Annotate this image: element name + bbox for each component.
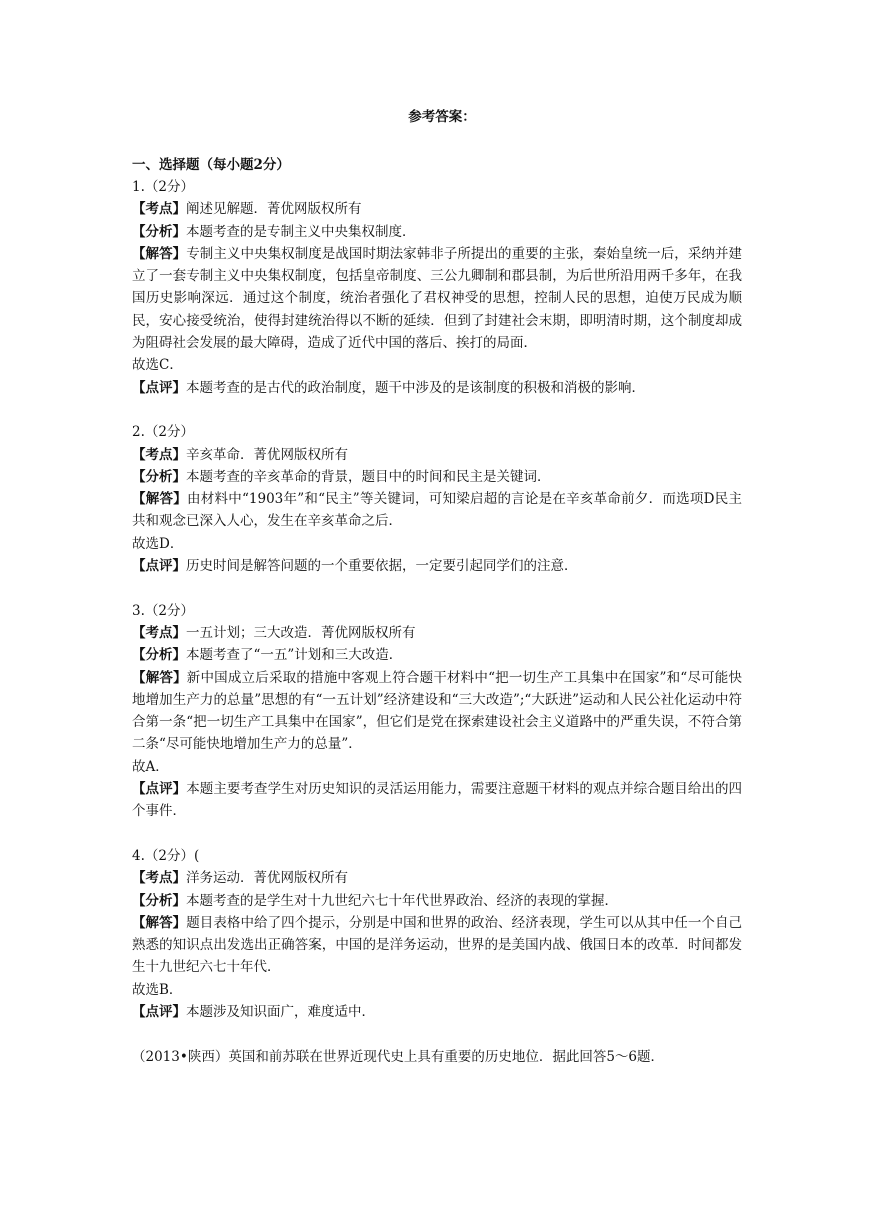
kaodian-tag: 【考点】	[132, 201, 186, 218]
jieda-text: 专制主义中央集权制度是战国时期法家韩非子所提出的重要的主张，秦始皇统一后，采纳并建立了一套专制主义中央集权制度，包括皇帝制度、三公九卿制和郡县制，为后世所沿用两千多年，在我国历史影响深远．通过这个制度，统治者强化了君权神受的思想，控制人民的思想，迫使万民成为顺民，安心接受统治，使得封建统治得以不断的延续．但到了封建社会末期，即明清时期，这个制度却成为阻碍社会发展的最大障碍，造成了近代中国的落后、挨打的局面．	[132, 245, 743, 352]
question-3	[132, 600, 742, 823]
jieda-text: 新中国成立后采取的措施中客观上符合题干材料中“把一切生产工具集中在国家”和“尽可能快地增加生产力的总量”思想的有“一五计划”经济建设和“三大改造”;“大跃进”运动和人民公社化运动中符合第一条“把一切生产工具集中在国家”，但它们是党在探索建设社会主义道路中的严重失误，不符合第二条“尽可能快地增加生产力的总量”．	[132, 669, 742, 753]
answer-line: 故A．	[132, 758, 169, 775]
answer-line: 故选C．	[132, 357, 183, 374]
fenxi-text: 本题考查的是专制主义中央集权制度．	[186, 223, 416, 240]
spacer	[132, 399, 742, 421]
question-header: 4.（2分）(	[132, 847, 200, 864]
question-header: 3.（2分）	[132, 602, 194, 619]
kaodian-tag: 【考点】	[132, 446, 186, 463]
fenxi-text: 本题考查了“一五”计划和三大改造．	[186, 647, 403, 664]
question-1	[132, 176, 742, 399]
dianping-text: 本题主要考查学生对历史知识的灵活运用能力，需要注意题干材料的观点并综合题目给出的四个事件．	[132, 781, 743, 820]
fenxi-tag: 【分析】	[132, 223, 186, 240]
page-title: 参考答案：	[408, 109, 476, 125]
question-header: 1.（2分）	[132, 179, 194, 195]
kaodian-text: 一五计划；三大改造．菁优网版权所有	[186, 624, 416, 641]
answer-line: 故选D．	[132, 535, 184, 552]
kaodian-tag: 【考点】	[132, 870, 186, 887]
spacer	[132, 823, 742, 845]
kaodian-tag: 【考点】	[132, 624, 186, 641]
fenxi-line	[132, 466, 742, 488]
fenxi-line	[132, 890, 742, 912]
jieda-paragraph	[132, 488, 742, 533]
kaodian-text: 阐述见解题．菁优网版权所有	[186, 201, 362, 218]
dianping-text: 本题考查的是古代的政治制度，题干中涉及的是该制度的积极和消极的影响．	[186, 379, 645, 396]
jieda-paragraph	[132, 912, 742, 979]
kaodian-text: 辛亥革命．菁优网版权所有	[186, 446, 348, 463]
dianping-text: 本题涉及知识面广，难度适中．	[186, 1003, 375, 1020]
fenxi-tag: 【分析】	[132, 647, 186, 664]
jieda-paragraph	[132, 667, 742, 756]
jieda-text: 由材料中“1903年”和“民主”等关键词，可知梁启超的言论是在辛亥革命前夕．而选项D民主共和观念已深入人心，发生在辛亥革命之后．	[132, 491, 742, 530]
kaodian-line	[132, 444, 742, 466]
question-header: 2.（2分）	[132, 424, 194, 441]
jieda-tag: 【解答】	[132, 491, 187, 508]
dianping-tag: 【点评】	[132, 558, 186, 575]
spacer	[132, 1023, 742, 1045]
fenxi-tag: 【分析】	[132, 892, 186, 909]
fenxi-tag: 【分析】	[132, 468, 186, 485]
dianping-line	[132, 1001, 742, 1023]
fenxi-line	[132, 221, 742, 243]
answer-line: 故选B．	[132, 981, 183, 998]
kaodian-line	[132, 198, 742, 220]
kaodian-text: 洋务运动．菁优网版权所有	[186, 870, 348, 887]
dianping-paragraph	[132, 778, 742, 823]
fenxi-line	[132, 644, 742, 666]
jieda-tag: 【解答】	[132, 669, 187, 686]
answer-document	[132, 100, 742, 1068]
kaodian-line	[132, 622, 742, 644]
question-4	[132, 845, 742, 1023]
dianping-tag: 【点评】	[132, 1003, 186, 1020]
dianping-line	[132, 555, 742, 577]
jieda-tag: 【解答】	[132, 914, 187, 931]
jieda-text: 题目表格中给了四个提示，分别是中国和世界的政治、经济表现，学生可以从其中任一个自己熟悉的知识点出发选出正确答案，中国的是洋务运动，世界的是美国内战、俄国日本的改革．时间都发生十九世纪六七十年代．	[132, 914, 743, 976]
dianping-text: 历史时间是解答问题的一个重要依据，一定要引起同学们的注意．	[186, 558, 578, 575]
jieda-tag: 【解答】	[132, 245, 187, 262]
dianping-tag: 【点评】	[132, 379, 186, 396]
kaodian-line	[132, 867, 742, 889]
question-2	[132, 421, 742, 577]
fenxi-text: 本题考查的是学生对十九世纪六七十年代世界政治、经济的表现的掌握．	[186, 892, 618, 909]
spacer	[132, 577, 742, 599]
next-question-intro: （2013•陕西）英国和前苏联在世界近现代史上具有重要的历史地位．据此回答5～6题．	[132, 1048, 664, 1065]
dianping-tag: 【点评】	[132, 781, 187, 798]
section-heading: 一、选择题（每小题2分）	[132, 157, 290, 173]
jieda-paragraph	[132, 243, 742, 354]
dianping-line	[132, 377, 742, 399]
fenxi-text: 本题考查的辛亥革命的背景，题目中的时间和民主是关键词．	[186, 468, 551, 485]
